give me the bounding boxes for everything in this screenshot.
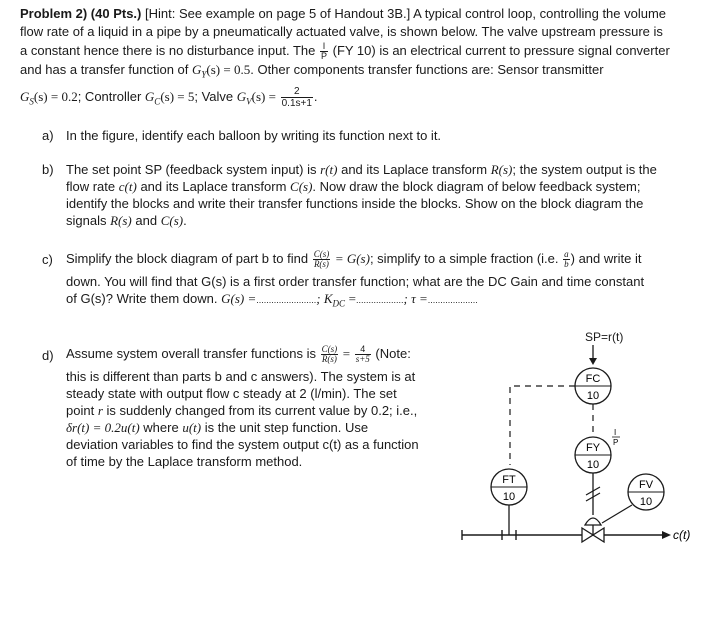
part-d-line-6: deviation variables to find the system output c(t) as a function <box>66 437 419 452</box>
problem-line-2: flow rate of a liquid in a pipe by a pneumatically actuated valve, is shown below. The valve upstream pressure is <box>20 24 663 39</box>
svg-text:FY: FY <box>585 442 601 454</box>
problem-title: Problem 2) (40 Pts.) <box>20 6 142 21</box>
svg-text:P: P <box>613 438 619 447</box>
part-d-line-1: Assume system overall transfer functions is $\frac{C(s)}{R(s)}$ = $\frac{4}{s+5}$ (Note: <box>66 344 411 364</box>
valve-tf-fraction: $\frac{2}{0.1s+1}$ <box>281 86 312 109</box>
problem-line-4: and has a transfer function of $G_Y(s) = 0.5$. Other components transfer functions are: Sensor transmitter <box>20 62 604 80</box>
ft-balloon <box>491 469 527 505</box>
svg-text:I: I <box>614 428 617 437</box>
part-a-text: In the figure, identify each balloon by writing its function next to it. <box>66 128 442 143</box>
svg-text:10: 10 <box>586 459 600 471</box>
part-d-line-3: steady state with output flow c steady at 2 (l/min). The set <box>66 386 397 401</box>
svg-text:10: 10 <box>639 496 653 508</box>
part-b-line-1: The set point SP (feedback system input) is r(t) and its Laplace transform R(s); the system output is the <box>66 162 657 177</box>
part-c-line-1: Simplify the block diagram of part b to find $\frac{C(s)}{R(s)}$ = G(s); simplify to a simple fraction (i.e. $\frac{a}{b}$ ) and write it <box>66 249 642 269</box>
c-over-r-fraction: $\frac{C(s)}{R(s)}$ <box>313 249 330 269</box>
svg-text:10: 10 <box>502 491 516 503</box>
part-c-label: c) <box>42 252 53 267</box>
problem-hint: [Hint: See example on page 5 of Handout 3B.] A typical control loop, controlling the volume <box>145 6 667 21</box>
control-valve <box>582 518 604 542</box>
problem-line-5: $G_S(s) = 0.2$; Controller $G_C(s) = 5$; Valve $G_V(s)$ = $\frac{2}{0.1s+1}$ . <box>20 86 318 109</box>
svg-text:10: 10 <box>586 390 600 402</box>
problem-line-1 <box>20 6 666 22</box>
fv-balloon <box>628 474 664 510</box>
part-d-line-5: δr(t) = 0.2u(t) where u(t) is the unit step function. Use <box>66 420 369 435</box>
ip-converter-mark <box>612 428 620 447</box>
setpoint-label: SP=r(t) <box>585 330 624 344</box>
fv-leader-line <box>602 505 632 523</box>
ip-fraction: $\frac{I}{P}$ <box>320 41 327 61</box>
part-d-line-7: of time by the Laplace transform method. <box>66 454 303 469</box>
problem-line-3: a constant hence there is no disturbance input. The $\frac{I}{P}$ (FY 10) is an electrical current to pressure signal converter <box>20 41 670 61</box>
output-label: c(t) <box>673 528 691 542</box>
svg-text:FV: FV <box>638 479 654 491</box>
part-b-line-3: identify the blocks and write their transfer functions inside the blocks. Show on the block diagram the <box>66 196 644 211</box>
svg-text:FT: FT <box>502 474 516 486</box>
flow-arrow <box>662 531 671 539</box>
part-a-label: a) <box>42 128 54 143</box>
fy-balloon <box>575 437 611 473</box>
control-loop-diagram <box>440 325 701 550</box>
part-b-line-2: flow rate c(t) and its Laplace transform C(s). Now draw the block diagram of below feedback system; <box>66 179 641 194</box>
part-d-line-4: point r is suddenly changed from its current value by 0.2; i.e., <box>66 403 418 418</box>
process-pipe <box>462 530 666 540</box>
part-d-line-2: this is different than parts b and c answers). The system is at <box>66 369 416 384</box>
part-b-line-4: signals R(s) and C(s). <box>66 213 187 228</box>
fc-balloon <box>575 368 611 404</box>
part-c-line-3: of G(s)? Write them down. G(s) =........................; $K_{DC}$ =...................; τ =.................... <box>66 291 478 309</box>
part-c-line-2: down. You will find that G(s) is a first order transfer function; what are the DC Gain and time constant <box>66 274 645 289</box>
part-b-label: b) <box>42 162 54 177</box>
svg-text:FC: FC <box>585 373 601 385</box>
part-d-label: d) <box>42 348 54 363</box>
